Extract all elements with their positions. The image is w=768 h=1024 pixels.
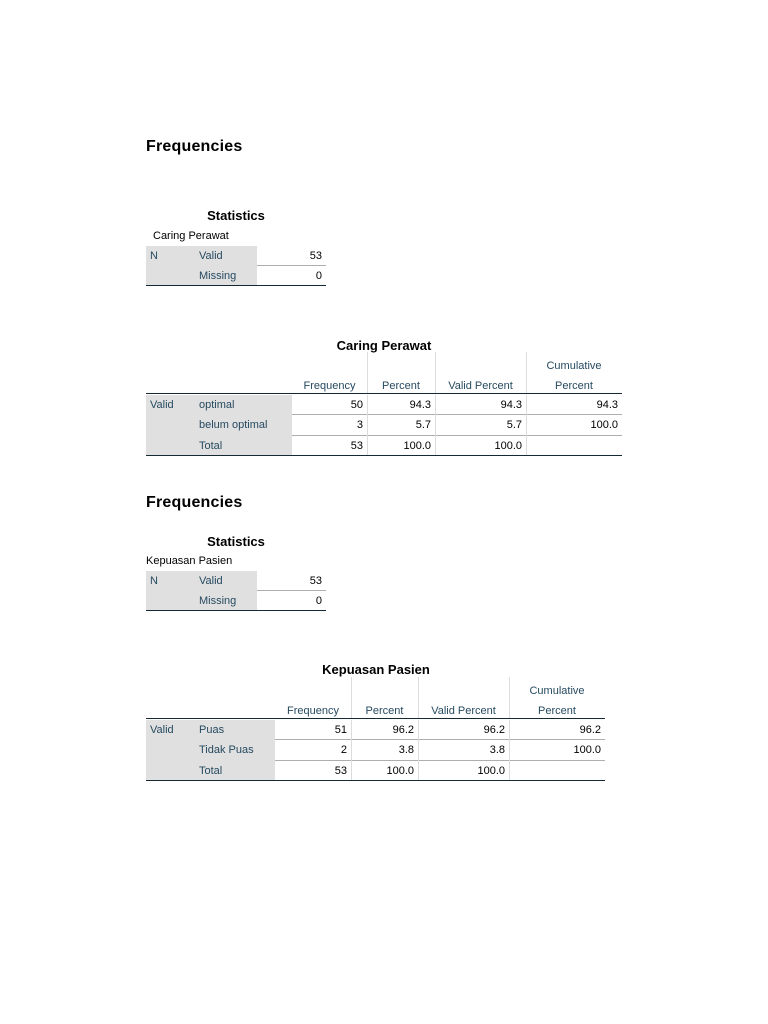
row-valid-percent: 5.7 xyxy=(506,419,522,431)
row-cumulative-percent: 96.2 xyxy=(579,724,601,736)
table-bottom-rule xyxy=(146,780,605,781)
group-label-valid: Valid xyxy=(146,720,195,781)
header-bottom-rule xyxy=(146,718,605,719)
column-header-percent: Percent xyxy=(365,705,404,717)
column-divider xyxy=(526,395,527,456)
statistics-variable-label: Kepuasan Pasien xyxy=(146,555,233,567)
column-divider xyxy=(526,352,527,394)
statistics-n-label: N xyxy=(146,571,195,611)
statistics-variable-label: Caring Perawat xyxy=(153,230,229,242)
row-label: Tidak Puas xyxy=(195,740,275,761)
section-heading-frequencies: Frequencies xyxy=(146,138,243,155)
statistics-missing-value: 0 xyxy=(315,595,322,607)
row-divider xyxy=(275,739,605,740)
column-header-frequency: Frequency xyxy=(287,705,339,717)
column-header-valid-percent: Valid Percent xyxy=(448,380,513,392)
row-cumulative-percent: 94.3 xyxy=(596,399,618,411)
row-label: Puas xyxy=(195,720,275,740)
column-header-cumulative: Cumulative xyxy=(529,685,585,697)
column-header-cumulative: Cumulative xyxy=(546,360,602,372)
column-divider xyxy=(351,677,352,719)
row-divider xyxy=(292,414,622,415)
row-cumulative-percent: 100.0 xyxy=(590,419,618,431)
statistics-n-label: N xyxy=(146,246,195,286)
table-bottom-rule xyxy=(146,455,622,456)
row-percent: 3.8 xyxy=(398,744,414,756)
column-header-cumulative-percent: Percent xyxy=(555,380,593,392)
column-divider xyxy=(509,720,510,781)
table-bottom-rule xyxy=(146,285,326,286)
row-frequency: 53 xyxy=(334,765,347,777)
statistics-title: Statistics xyxy=(207,534,265,549)
row-label: optimal xyxy=(195,395,292,415)
row-valid-percent: 96.2 xyxy=(483,724,505,736)
row-cumulative-percent: 100.0 xyxy=(573,744,601,756)
statistics-valid-label: Valid xyxy=(195,246,257,266)
column-header-frequency: Frequency xyxy=(303,380,356,392)
statistics-valid-value: 53 xyxy=(309,250,322,262)
statistics-missing-label: Missing xyxy=(195,266,257,286)
row-frequency: 50 xyxy=(350,399,363,411)
column-divider xyxy=(509,677,510,719)
column-divider xyxy=(418,720,419,781)
header-bottom-rule xyxy=(146,393,622,394)
row-valid-percent: 100.0 xyxy=(477,765,505,777)
row-valid-percent: 3.8 xyxy=(489,744,505,756)
section-heading-frequencies: Frequencies xyxy=(146,494,243,511)
row-frequency: 3 xyxy=(356,419,363,431)
row-label-total: Total xyxy=(195,436,292,456)
row-label-total: Total xyxy=(195,761,275,781)
statistics-title: Statistics xyxy=(207,208,265,223)
frequency-table-title: Kepuasan Pasien xyxy=(322,662,430,677)
column-divider xyxy=(435,395,436,456)
row-divider xyxy=(292,435,622,436)
row-frequency: 51 xyxy=(334,724,347,736)
column-header-percent: Percent xyxy=(382,380,420,392)
frequency-table-title: Caring Perawat xyxy=(336,338,432,353)
row-valid-percent: 94.3 xyxy=(500,399,522,411)
column-divider xyxy=(435,352,436,394)
column-divider xyxy=(351,720,352,781)
row-divider xyxy=(257,590,326,591)
column-divider xyxy=(367,395,368,456)
row-percent: 100.0 xyxy=(403,440,431,452)
column-divider xyxy=(418,677,419,719)
row-percent: 96.2 xyxy=(392,724,414,736)
row-percent: 100.0 xyxy=(386,765,414,777)
column-header-cumulative-percent: Percent xyxy=(538,705,576,717)
column-header-valid-percent: Valid Percent xyxy=(431,705,496,717)
row-divider xyxy=(275,760,605,761)
statistics-valid-label: Valid xyxy=(195,571,257,591)
row-frequency: 53 xyxy=(350,440,363,452)
group-label-valid: Valid xyxy=(146,395,195,456)
row-label: belum optimal xyxy=(195,415,292,436)
table-bottom-rule xyxy=(146,610,326,611)
statistics-missing-value: 0 xyxy=(315,270,322,282)
row-valid-percent: 100.0 xyxy=(494,440,522,452)
statistics-missing-label: Missing xyxy=(195,591,257,611)
row-frequency: 2 xyxy=(340,744,347,756)
statistics-valid-value: 53 xyxy=(309,575,322,587)
row-percent: 94.3 xyxy=(409,399,431,411)
row-percent: 5.7 xyxy=(415,419,431,431)
row-divider xyxy=(257,265,326,266)
column-divider xyxy=(367,352,368,394)
